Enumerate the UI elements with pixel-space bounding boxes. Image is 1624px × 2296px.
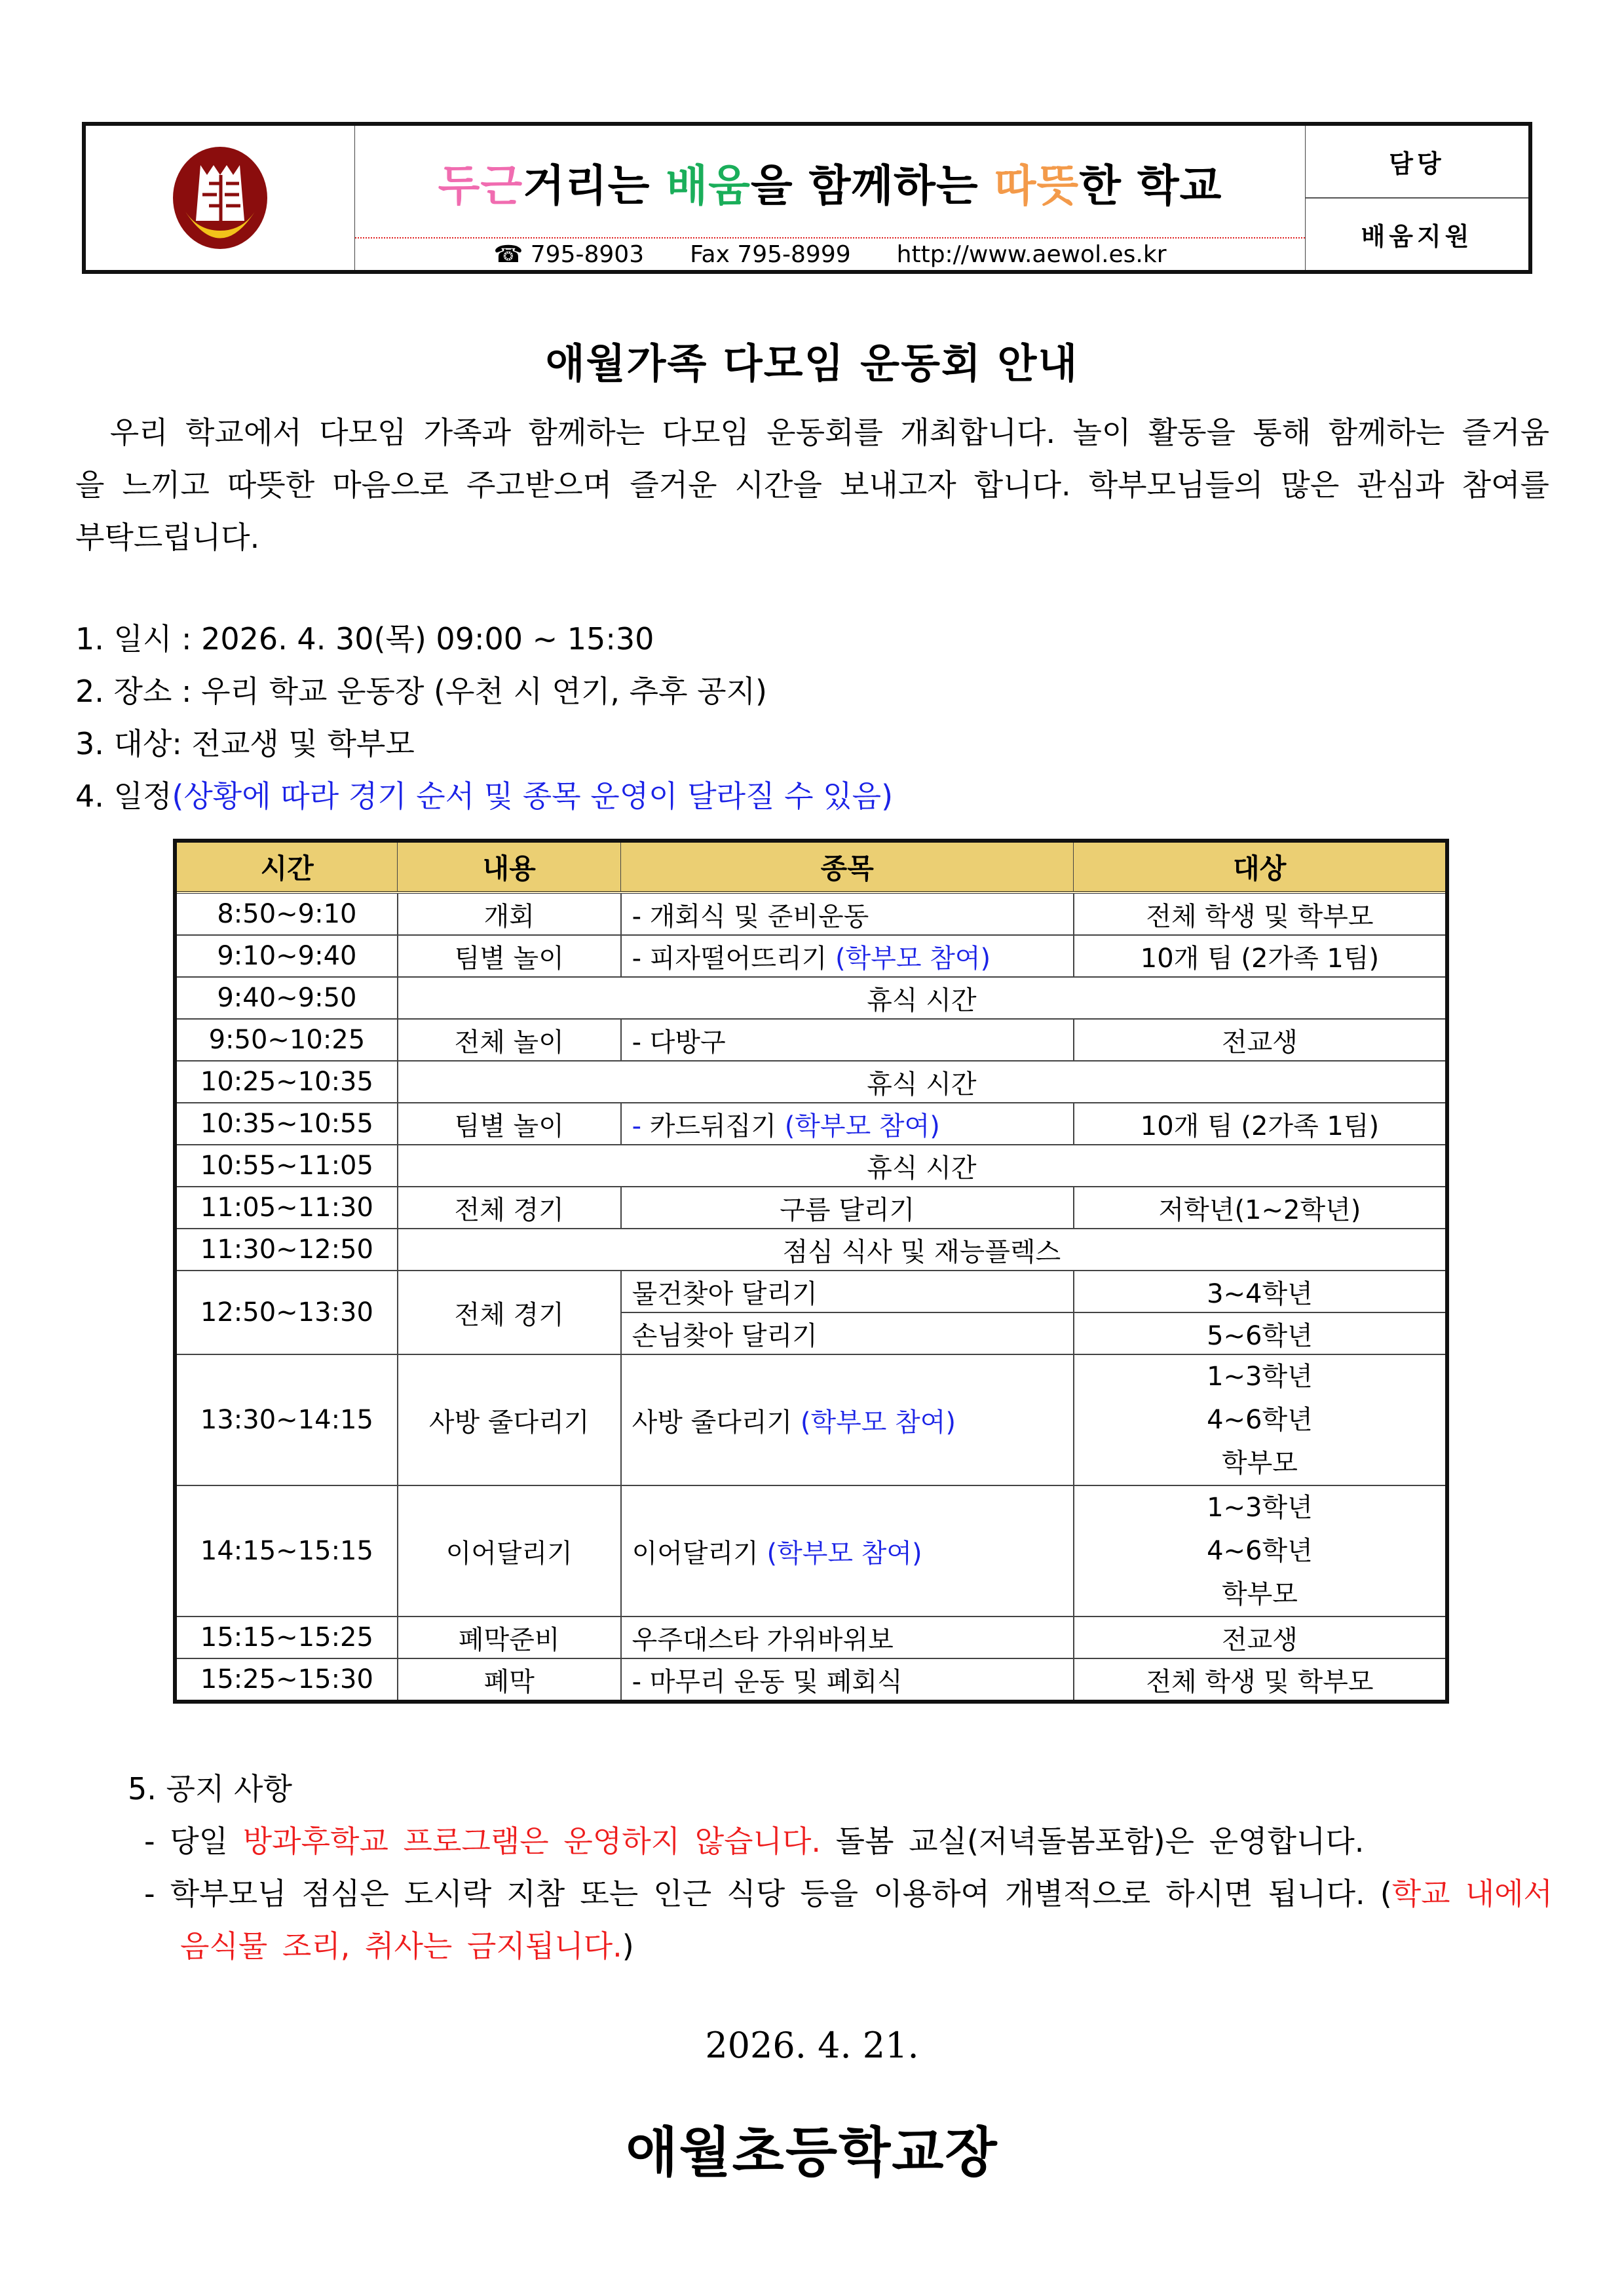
slogan-cell [355,126,1306,270]
cell-content: 전체 놀이 [398,1019,621,1061]
intro-text: 우리 학교에서 다모임 가족과 함께하는 다모임 운동회를 개최합니다. 놀이 활동을 통해 함께하는 즐거움을 느끼고 따뜻한 마음으로 주고받으며 즐거운 시간을 보내고자 합니다. 학부모님들의 많은 관심과 참여를 부탁드립니다. [75,415,1549,555]
notice-text: 돌봄 교실(저녁돌봄포함)은 운영합니다. [821,1824,1365,1859]
letterhead [82,122,1532,274]
approval-department: 배움지원 [1306,197,1528,270]
cell-time: 9:50~10:25 [175,1019,398,1061]
detail-audience: 3. 대상: 전교생 및 학부모 [75,726,415,761]
parent-participation-note: (학부모 참여) [766,1538,922,1569]
table-row [175,1061,1447,1103]
item-dash: - [632,1111,650,1141]
detail-datetime: 1. 일시 : 2026. 4. 30(목) 09:00 ~ 15:30 [75,621,654,657]
document-title: 애월가족 다모임 운동회 안내 [545,339,1079,387]
cell-target: 전교생 [1074,1019,1447,1061]
cell-content: 전체 경기 [398,1271,621,1354]
detail-location: 2. 장소 : 우리 학교 운동장 (우천 시 연기, 추후 공지) [75,674,767,709]
slogan-text: 거리는 [523,160,651,211]
notice-text: ) [622,1928,634,1964]
cell-time: 15:15~15:25 [175,1617,398,1658]
target-line: 1~3학년 [1207,1493,1313,1523]
target-line: 학부모 [1221,1448,1298,1478]
logo-cell [86,126,355,270]
cell-item: 물건찾아 달리기 [621,1271,1074,1312]
cell-item: - 다방구 [621,1019,1074,1061]
table-row [175,1019,1447,1061]
cell-time: 11:05~11:30 [175,1187,398,1229]
table-row [175,1271,1447,1312]
phone-number [493,241,644,268]
signer-title: 애월초등학교장 [626,2122,998,2184]
target-line: 4~6학년 [1207,1405,1313,1435]
cell-time: 10:35~10:55 [175,1103,398,1145]
table-row [175,1229,1447,1271]
fax-number: Fax 795-8999 [690,240,851,268]
cell-content: 사방 줄다리기 [398,1354,621,1485]
cell-time: 13:30~14:15 [175,1354,398,1485]
cell-content: 이어달리기 [398,1485,621,1617]
cell-time: 11:30~12:50 [175,1229,398,1271]
schedule-table [173,839,1449,1704]
notice-warning: 학교 내에서 음식물 조리, 취사는 금지됩니다. [180,1876,1553,1964]
cell-target: 10개 팀 (2가족 1팀) [1074,935,1447,977]
cell-content: 폐막준비 [398,1617,621,1658]
event-details [75,613,893,822]
notice-heading: 5. 공지 사항 [128,1771,292,1807]
intro-paragraph [75,406,1549,564]
cell-time: 14:15~15:15 [175,1485,398,1617]
notice-section [128,1763,1553,1972]
slogan-word-orange: 따뜻 [994,160,1080,211]
cell-time: 9:40~9:50 [175,977,398,1019]
cell-item: - 마무리 운동 및 폐회식 [621,1658,1074,1702]
telephone-icon: ☎ [493,240,523,268]
table-row [175,892,1447,935]
cell-content: 폐막 [398,1658,621,1702]
table-row [175,1103,1447,1145]
col-header-content: 내용 [398,841,621,892]
cell-item [621,1354,1074,1485]
approval-box [1306,126,1528,270]
cell-target: 5~6학년 [1074,1312,1447,1354]
cell-target: 3~4학년 [1074,1271,1447,1312]
target-line: 1~3학년 [1207,1362,1313,1392]
cell-target [1074,1354,1447,1485]
cell-break: 휴식 시간 [398,1145,1447,1187]
website-link[interactable]: http://www.aewol.es.kr [896,240,1167,268]
slogan-text: 을 함께하는 [750,160,979,211]
target-line: 학부모 [1221,1579,1298,1609]
slogan-word-green: 배움 [666,160,751,211]
notice-text: - 당일 [144,1824,243,1859]
item-text: 사방 줄다리기 [632,1407,801,1438]
detail-schedule [75,770,893,822]
cell-target: 저학년(1~2학년) [1074,1187,1447,1229]
table-row [175,977,1447,1019]
cell-target: 전체 학생 및 학부모 [1074,892,1447,935]
cell-content: 팀별 놀이 [398,1103,621,1145]
issue-date: 2026. 4. 21. [705,2025,919,2066]
table-header-row [175,841,1447,892]
cell-item: 우주대스타 가위바위보 [621,1617,1074,1658]
col-header-target: 대상 [1074,841,1447,892]
school-slogan [355,126,1305,237]
cell-item: 구름 달리기 [621,1187,1074,1229]
notice-text: - 학부모님 점심은 도시락 지참 또는 인근 식당 등을 이용하여 개별적으로 하시면 됩니다. ( [144,1876,1392,1911]
cell-time: 9:10~9:40 [175,935,398,977]
cell-item [621,1485,1074,1617]
target-line: 4~6학년 [1207,1536,1313,1566]
notice-item-lunch [128,1867,1553,1972]
table-row [175,1187,1447,1229]
parent-participation-note: (학부모 참여) [784,1111,940,1141]
notice-warning: 방과후학교 프로그램은 운영하지 않습니다. [242,1824,821,1859]
cell-lunch: 점심 식사 및 재능플렉스 [398,1229,1447,1271]
cell-time: 10:25~10:35 [175,1061,398,1103]
cell-break: 휴식 시간 [398,977,1447,1019]
parent-participation-note: (학부모 참여) [800,1407,956,1438]
schedule-note: (상황에 따라 경기 순서 및 종목 운영이 달라질 수 있음) [172,778,894,814]
item-text: 이어달리기 [632,1538,767,1569]
cell-content: 전체 경기 [398,1187,621,1229]
table-row [175,935,1447,977]
school-emblem-icon [171,145,269,250]
col-header-time: 시간 [175,841,398,892]
cell-item: - 개회식 및 준비운동 [621,892,1074,935]
item-text: - 피자떨어뜨리기 [632,943,835,974]
slogan-word-pink: 두근 [438,160,523,211]
table-row [175,1354,1447,1485]
cell-time: 10:55~11:05 [175,1145,398,1187]
cell-target: 10개 팀 (2가족 1팀) [1074,1103,1447,1145]
table-row [175,1145,1447,1187]
table-row [175,1658,1447,1702]
cell-break: 휴식 시간 [398,1061,1447,1103]
slogan-text: 한 학교 [1079,160,1222,211]
item-text: 카드뒤집기 [649,1111,785,1141]
cell-time: 8:50~9:10 [175,892,398,935]
phone-text: 795-8903 [530,240,645,268]
cell-item: 손님찾아 달리기 [621,1312,1074,1354]
cell-target: 전교생 [1074,1617,1447,1658]
notice-item-afterschool [128,1815,1553,1867]
cell-time: 15:25~15:30 [175,1658,398,1702]
schedule-label: 4. 일정 [75,778,172,814]
contact-info [355,237,1305,270]
cell-item [621,1103,1074,1145]
col-header-item: 종목 [621,841,1074,892]
table-row [175,1617,1447,1658]
parent-participation-note: (학부모 참여) [835,943,991,974]
cell-target: 전체 학생 및 학부모 [1074,1658,1447,1702]
cell-item [621,935,1074,977]
cell-target [1074,1485,1447,1617]
cell-content: 개회 [398,892,621,935]
cell-time: 12:50~13:30 [175,1271,398,1354]
table-row [175,1485,1447,1617]
cell-content: 팀별 놀이 [398,935,621,977]
approval-label: 담당 [1389,149,1445,178]
